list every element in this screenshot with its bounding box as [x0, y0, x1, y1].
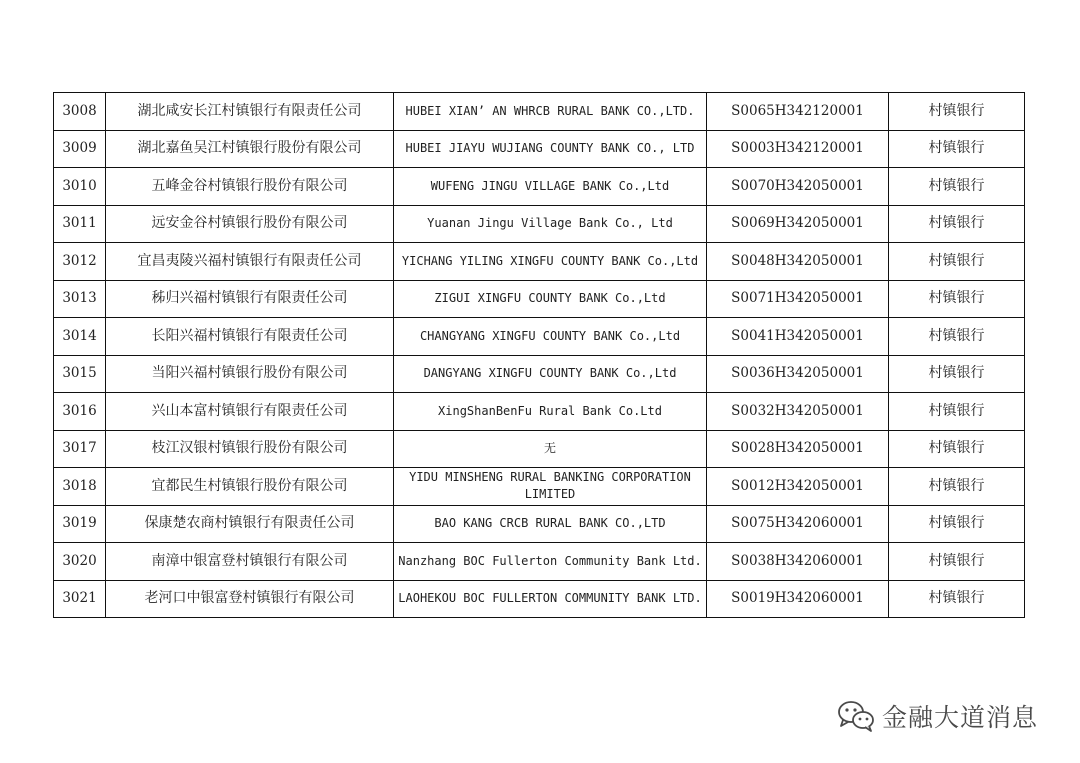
row-number: 3014 [54, 318, 106, 356]
institution-code: S0028H342050001 [707, 430, 889, 468]
institution-code: S0041H342050001 [707, 318, 889, 356]
bank-name-cn: 老河口中银富登村镇银行有限公司 [106, 580, 394, 618]
bank-name-cn: 兴山本富村镇银行有限责任公司 [106, 393, 394, 431]
institution-code: S0069H342050001 [707, 205, 889, 243]
bank-name-cn: 五峰金谷村镇银行股份有限公司 [106, 168, 394, 206]
row-number: 3015 [54, 355, 106, 393]
bank-name-cn: 秭归兴福村镇银行有限责任公司 [106, 280, 394, 318]
watermark-text: 金融大道消息 [882, 703, 1039, 732]
bank-name-en: LAOHEKOU BOC FULLERTON COMMUNITY BANK LTD. [394, 580, 707, 618]
bank-name-en: HUBEI JIAYU WUJIANG COUNTY BANK CO., LTD [394, 130, 707, 168]
bank-name-en: BAO KANG CRCB RURAL BANK CO.,LTD [394, 505, 707, 543]
institution-code: S0036H342050001 [707, 355, 889, 393]
institution-type: 村镇银行 [889, 393, 1025, 431]
bank-list-table [53, 92, 1025, 618]
row-number: 3011 [54, 205, 106, 243]
bank-name-en: YICHANG YILING XINGFU COUNTY BANK Co.,Ltd [394, 243, 707, 281]
bank-name-cn: 长阳兴福村镇银行有限责任公司 [106, 318, 394, 356]
row-number: 3017 [54, 430, 106, 468]
institution-type: 村镇银行 [889, 580, 1025, 618]
bank-list-body [54, 93, 1025, 618]
bank-name-en: WUFENG JINGU VILLAGE BANK Co.,Ltd [394, 168, 707, 206]
wechat-icon [836, 699, 876, 733]
row-number: 3016 [54, 393, 106, 431]
table-row [54, 505, 1025, 543]
bank-name-cn: 宜昌夷陵兴福村镇银行有限责任公司 [106, 243, 394, 281]
table-row [54, 280, 1025, 318]
row-number: 3010 [54, 168, 106, 206]
institution-type: 村镇银行 [889, 318, 1025, 356]
institution-type: 村镇银行 [889, 355, 1025, 393]
row-number: 3013 [54, 280, 106, 318]
watermark [836, 696, 1038, 736]
table-row [54, 580, 1025, 618]
table-row [54, 130, 1025, 168]
table-row [54, 168, 1025, 206]
institution-type: 村镇银行 [889, 168, 1025, 206]
bank-name-cn: 宜都民生村镇银行股份有限公司 [106, 468, 394, 506]
bank-name-cn: 当阳兴福村镇银行股份有限公司 [106, 355, 394, 393]
institution-type: 村镇银行 [889, 93, 1025, 131]
bank-name-cn: 保康楚农商村镇银行有限责任公司 [106, 505, 394, 543]
table-row [54, 243, 1025, 281]
institution-type: 村镇银行 [889, 130, 1025, 168]
bank-name-en: CHANGYANG XINGFU COUNTY BANK Co.,Ltd [394, 318, 707, 356]
table-row [54, 430, 1025, 468]
institution-code: S0048H342050001 [707, 243, 889, 281]
institution-type: 村镇银行 [889, 543, 1025, 581]
table-row [54, 393, 1025, 431]
institution-type: 村镇银行 [889, 468, 1025, 506]
institution-code: S0075H342060001 [707, 505, 889, 543]
row-number: 3009 [54, 130, 106, 168]
institution-type: 村镇银行 [889, 430, 1025, 468]
bank-name-en: Yuanan Jingu Village Bank Co., Ltd [394, 205, 707, 243]
table-row [54, 205, 1025, 243]
table-row [54, 318, 1025, 356]
bank-name-cn: 南漳中银富登村镇银行有限公司 [106, 543, 394, 581]
row-number: 3008 [54, 93, 106, 131]
row-number: 3012 [54, 243, 106, 281]
bank-name-cn: 湖北嘉鱼吴江村镇银行股份有限公司 [106, 130, 394, 168]
row-number: 3021 [54, 580, 106, 618]
institution-code: S0019H342060001 [707, 580, 889, 618]
institution-code: S0065H342120001 [707, 93, 889, 131]
bank-name-cn: 枝江汉银村镇银行股份有限公司 [106, 430, 394, 468]
institution-type: 村镇银行 [889, 205, 1025, 243]
institution-code: S0070H342050001 [707, 168, 889, 206]
institution-code: S0071H342050001 [707, 280, 889, 318]
institution-code: S0032H342050001 [707, 393, 889, 431]
bank-name-cn: 湖北咸安长江村镇银行有限责任公司 [106, 93, 394, 131]
table-row [54, 543, 1025, 581]
institution-type: 村镇银行 [889, 280, 1025, 318]
institution-type: 村镇银行 [889, 505, 1025, 543]
table-row [54, 468, 1025, 506]
row-number: 3018 [54, 468, 106, 506]
table-row [54, 93, 1025, 131]
bank-name-en: HUBEI XIAN’ AN WHRCB RURAL BANK CO.,LTD. [394, 93, 707, 131]
institution-code: S0012H342050001 [707, 468, 889, 506]
bank-name-en: XingShanBenFu Rural Bank Co.Ltd [394, 393, 707, 431]
bank-name-en: ZIGUI XINGFU COUNTY BANK Co.,Ltd [394, 280, 707, 318]
institution-type: 村镇银行 [889, 243, 1025, 281]
institution-code: S0003H342120001 [707, 130, 889, 168]
bank-name-en: YIDU MINSHENG RURAL BANKING CORPORATION LIMITED [394, 468, 707, 506]
row-number: 3019 [54, 505, 106, 543]
bank-name-en: 无 [394, 430, 707, 468]
table-row [54, 355, 1025, 393]
row-number: 3020 [54, 543, 106, 581]
institution-code: S0038H342060001 [707, 543, 889, 581]
bank-name-en: DANGYANG XINGFU COUNTY BANK Co.,Ltd [394, 355, 707, 393]
bank-name-cn: 远安金谷村镇银行股份有限公司 [106, 205, 394, 243]
bank-name-en: Nanzhang BOC Fullerton Community Bank Ltd. [394, 543, 707, 581]
